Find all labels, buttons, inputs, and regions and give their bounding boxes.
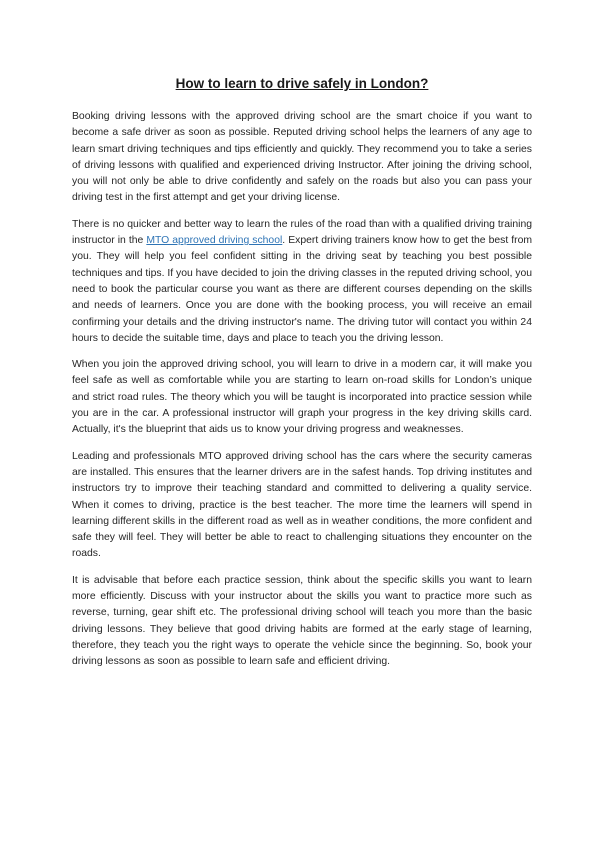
paragraph-5: It is advisable that before each practice session, think about the specific skills you want to learn more efficiently. Discuss with your instructor about the skills you want to practice more such as reverse, turning, gear shift etc. The professional driving school will teach you more than the basic driving lessons. They believe that good driving habits are formed at the early stage of learning, therefore, they teach you the right ways to operate the vehicle since the beginning. So, book your driving lessons as soon as possible to learn safe and efficient driving.: [72, 574, 532, 668]
document-page: [72, 64, 532, 681]
paragraph-2: [72, 217, 532, 347]
paragraph-3: When you join the approved driving school, you will learn to drive in a modern car, it will make you feel safe as well as comfortable while you are starting to learn on-road skills for London’s unique and strict road rules. The theory which you will be taught is incorporated into practice session while you are in the car. A professional instructor will graph your progress in the key driving skills card. Actually, it's the blueprint that aids us to know your driving progress and weaknesses.: [72, 359, 532, 436]
paragraph-2-text-after: . Expert driving trainers know how to get the best from you. They will help you feel confident sitting in the driving seat by teaching you best possible techniques and tips. If you have decided to join the driving classes in the reputed driving school, you need to book the particular course you want as there are different courses depending on the skills and needs of learners. Once you are done with the booking process, you will receive an email confirming your details and the driving instructor's name. The driving tutor will contact you within 24 hours to decide the suitable time, days and place to teach you the driving lesson.: [72, 235, 533, 344]
paragraph-2-text-before: There is no quicker and better way to learn the rules of the road than with a qualified driving training instructor in the: [72, 218, 532, 247]
paragraph-4: Leading and professionals MTO approved driving school has the cars where the security cameras are installed. This ensures that the learner drivers are in the safest hands. Top driving institutes and instructors try to improve their teaching standard and committed to delivering a quality service. When it comes to driving, practice is the best teacher. The more time the learners will spend in learning different skills in the different road as well as in weather conditions, the more confident and safe they will feel. They will better be able to react to challenging situations they encounter on the roads.: [72, 450, 532, 560]
paragraph-1: Booking driving lessons with the approved driving school are the smart choice if you want to become a safe driver as soon as possible. Reputed driving school helps the learners of any age to learn smart driving techniques and tips efficiently and quickly. They recommend you to take a series of driving lessons with qualified and experienced driving Instructor. After joining the driving school, you will not only be able to drive confidently and safely on the roads but also you can pass your driving test in the first attempt and get your driving license.: [72, 111, 532, 204]
document-title: How to learn to drive safely in London?: [175, 76, 429, 91]
mto-approved-driving-school-link[interactable]: MTO approved driving school: [146, 235, 283, 247]
